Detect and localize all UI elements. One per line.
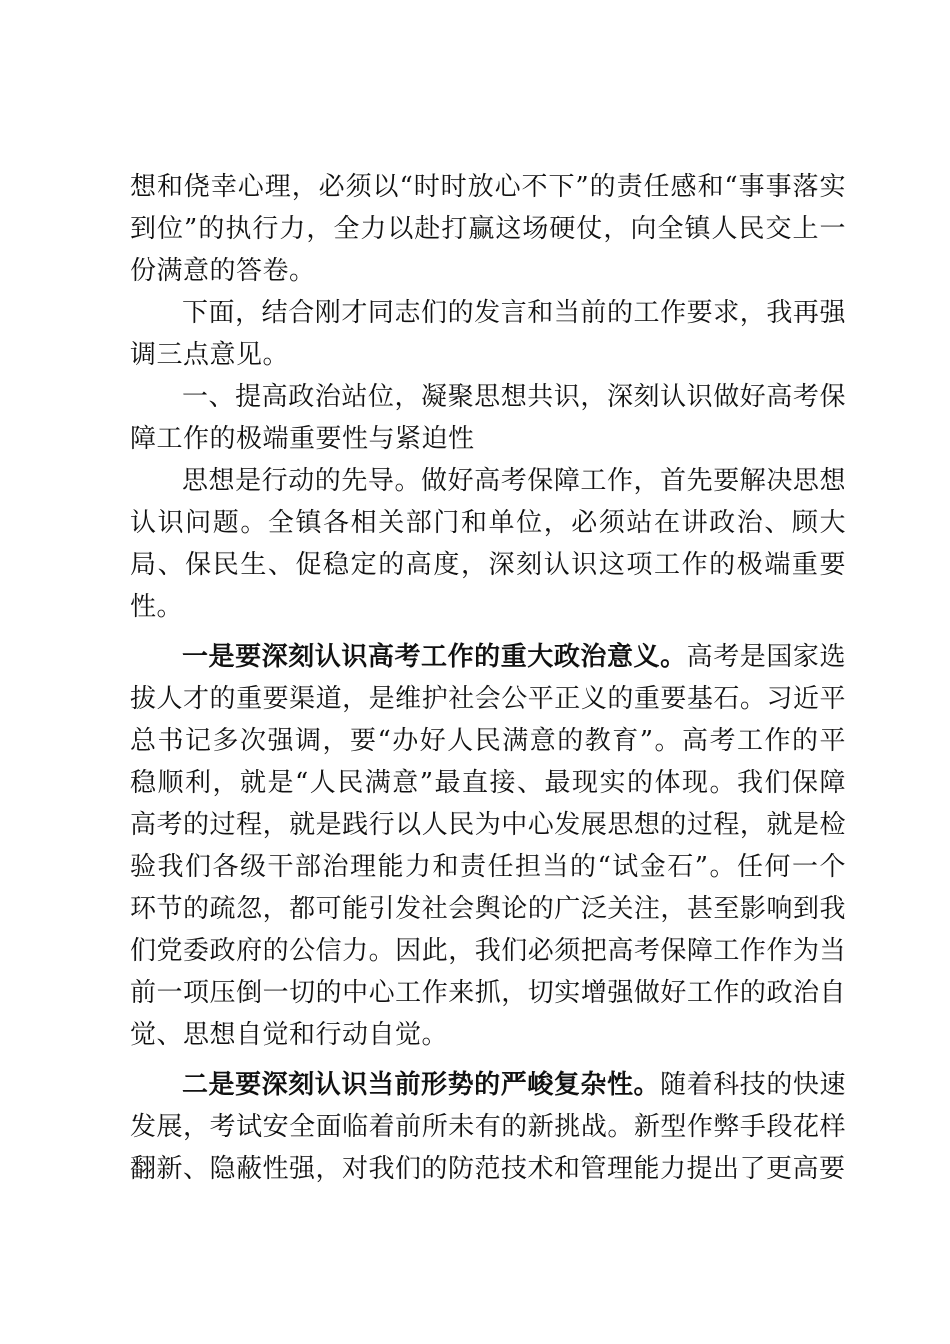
paragraph-2 <box>130 292 846 376</box>
paragraph-1 <box>130 166 846 292</box>
paragraph-1-text: 想和侥幸心理，必须以“时时放心不下”的责任感和“事事落实到位”的执行力，全力以赴打赢这场硬仗，向全镇人民交上一份满意的答卷。 <box>130 172 846 286</box>
section-heading-1-text: 一、提高政治站位，凝聚思想共识，深刻认识做好高考保障工作的极端重要性与紧迫性 <box>130 382 846 454</box>
section-heading-1 <box>130 376 846 460</box>
paragraph-5-text: 随着科技的快速发展，考试安全面临着前所未有的新挑战。新型作弊手段花样翻新、隐蔽性强，对我们的防范技术和管理能力提出了更高要 <box>130 1070 846 1184</box>
paragraph-4 <box>130 636 846 1056</box>
paragraph-3 <box>130 460 846 628</box>
paragraph-3-text: 思想是行动的先导。做好高考保障工作，首先要解决思想认识问题。全镇各相关部门和单位，必须站在讲政治、顾大局、保民生、促稳定的高度，深刻认识这项工作的极端重要性。 <box>130 466 846 622</box>
paragraph-5 <box>130 1064 846 1190</box>
paragraph-5-lead: 二是要深刻认识当前形势的严峻复杂性。 <box>182 1070 661 1100</box>
document-body <box>130 166 846 1190</box>
paragraph-2-text: 下面，结合刚才同志们的发言和当前的工作要求，我再强调三点意见。 <box>130 298 846 370</box>
paragraph-4-lead: 一是要深刻认识高考工作的重大政治意义。 <box>182 642 687 672</box>
paragraph-4-text: 高考是国家选拔人才的重要渠道，是维护社会公平正义的重要基石。习近平总书记多次强调，要“办好人民满意的教育”。高考工作的平稳顺利，就是“人民满意”最直接、最现实的体现。我们保障高考的过程，就是践行以人民为中心发展思想的过程，就是检验我们各级干部治理能力和责任担当的“试金石”。任何一个环节的疏忽，都可能引发社会舆论的广泛关注，甚至影响到我们党委政府的公信力。因此，我们必须把高考保障工作作为当前一项压倒一切的中心工作来抓，切实增强做好工作的政治自觉、思想自觉和行动自觉。 <box>130 642 846 1050</box>
